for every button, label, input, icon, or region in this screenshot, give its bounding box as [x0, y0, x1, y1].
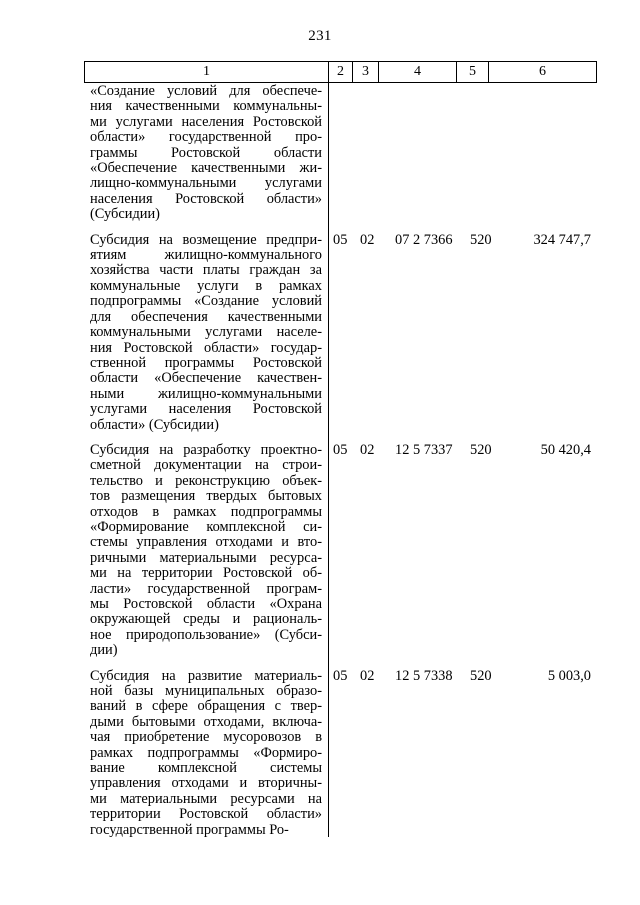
- description-line: услугами населения Ростовской: [90, 401, 322, 418]
- target-article-code: 12 5 7337: [395, 441, 453, 458]
- description-line: Субсидия на разработку проектно-: [90, 441, 322, 458]
- description-line: коммунальные услуги в рамках: [90, 277, 322, 294]
- description-line: подпрограммы «Создание условий: [90, 293, 322, 310]
- description-line: хозяйства части платы граждан за: [90, 262, 322, 279]
- subsection-code: 02: [360, 667, 375, 684]
- header-col-3: 3: [353, 62, 379, 82]
- section-code: 05: [333, 441, 348, 458]
- table-header-row: [84, 61, 597, 83]
- header-col-5: 5: [457, 62, 489, 82]
- description-line: ми на территории Ростовской об-: [90, 565, 322, 582]
- header-col-4: 4: [379, 62, 457, 82]
- description-line: чая приобретение мусоровозов в: [90, 729, 322, 746]
- description-line: ласти» государственной програм-: [90, 580, 322, 597]
- amount: 50 420,4: [540, 441, 591, 458]
- row-description: [90, 233, 322, 433]
- description-line: сметной документации на строи-: [90, 457, 322, 474]
- target-article-code: 07 2 7366: [395, 231, 453, 248]
- description-line: Субсидия на возмещение предпри-: [90, 231, 322, 248]
- description-line: тельство и реконструкцию объек-: [90, 472, 322, 489]
- description-line: коммунальными услугами населе-: [90, 324, 322, 341]
- description-line: «Создание условий для обеспече-: [90, 83, 322, 99]
- target-article-code: 12 5 7338: [395, 667, 453, 684]
- subsection-code: 02: [360, 441, 375, 458]
- description-line: «Обеспечение качественными жи-: [90, 160, 322, 177]
- description-line: государственной программы Ро-: [90, 821, 289, 838]
- table-row: [90, 669, 597, 838]
- row-description: [90, 84, 322, 223]
- description-line: Субсидия на развитие материаль-: [90, 667, 322, 684]
- row-description: [90, 443, 322, 659]
- expense-type-code: 520: [470, 441, 492, 458]
- description-line: ния Ростовской области» государ-: [90, 339, 322, 356]
- description-line: области» государственной про-: [90, 129, 322, 146]
- expense-type-code: 520: [470, 231, 492, 248]
- page-number: 231: [308, 28, 332, 44]
- section-code: 05: [333, 231, 348, 248]
- table-row: [90, 84, 597, 223]
- description-line: тов размещения твердых бытовых: [90, 488, 322, 505]
- description-line: ми материальными ресурсами на: [90, 790, 322, 807]
- row-description: [90, 669, 322, 838]
- amount: 5 003,0: [547, 667, 591, 684]
- table-row: [90, 443, 597, 659]
- description-line: стемы управления отходами и вто-: [90, 534, 322, 551]
- description-line: мы Ростовской области «Охрана: [90, 596, 322, 612]
- description-line: ваний в сфере обращения с твер-: [90, 698, 322, 715]
- subsection-code: 02: [360, 231, 375, 248]
- description-line: лищно-коммунальными услугами: [90, 175, 322, 192]
- description-line: ми услугами населения Ростовской: [90, 113, 322, 130]
- description-line: дии): [90, 642, 118, 659]
- description-line: граммы Ростовской области: [90, 144, 322, 161]
- section-code: 05: [333, 667, 348, 684]
- description-line: вание комплексной системы: [90, 760, 322, 777]
- description-line: окружающей среды и рациональ-: [90, 611, 322, 628]
- description-line: ной базы муниципальных образо-: [90, 683, 322, 700]
- description-line: «Формирование комплексной си-: [90, 518, 322, 535]
- description-line: для обеспечения качественными: [90, 308, 322, 325]
- table-body: [90, 84, 597, 838]
- description-line: ственной программы Ростовской: [90, 354, 322, 371]
- header-col-1: 1: [85, 62, 329, 82]
- description-line: ния качественными коммунальны-: [90, 98, 322, 115]
- description-line: рамках подпрограммы «Формиро-: [90, 744, 322, 761]
- description-line: ричными материальными ресурса-: [90, 549, 322, 566]
- description-line: (Субсидии): [90, 206, 160, 223]
- description-line: управления отходами и вторичны-: [90, 775, 322, 792]
- description-line: области «Обеспечение качествен-: [90, 370, 322, 387]
- description-line: ятиям жилищно-коммунального: [90, 247, 322, 264]
- expense-type-code: 520: [470, 667, 492, 684]
- description-line: отходов в рамках подпрограммы: [90, 503, 322, 520]
- description-line: населения Ростовской области»: [90, 190, 322, 207]
- description-line: дыми бытовыми отходами, включа-: [90, 713, 322, 730]
- description-line: ными жилищно-коммунальными: [90, 385, 322, 402]
- table-row: [90, 233, 597, 433]
- description-line: ное природопользование» (Субси-: [90, 626, 322, 643]
- header-col-2: 2: [329, 62, 353, 82]
- amount: 324 747,7: [533, 231, 591, 248]
- header-col-6: 6: [539, 64, 546, 79]
- description-line: области» (Субсидии): [90, 416, 219, 433]
- description-line: территории Ростовской области»: [90, 806, 322, 823]
